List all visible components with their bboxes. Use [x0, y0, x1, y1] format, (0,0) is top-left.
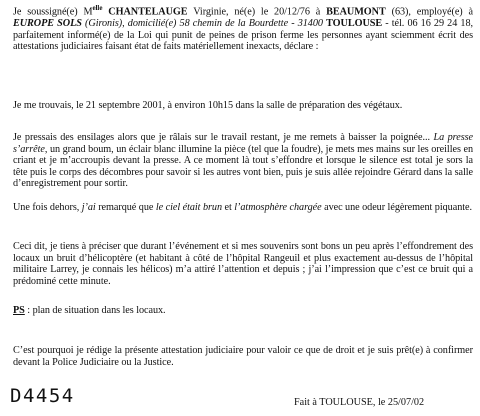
intro-text-2: Virginie, né(e) le 20/12/76 à	[187, 6, 327, 18]
outside-text-4: avec une odeur légèrement piquante.	[321, 202, 472, 213]
event-italic: La presse s’arrête	[13, 132, 473, 155]
event-text-1: Je pressais des ensilages alors que je râlais sur le travail restant, je me remets à baisser la poignée...	[13, 132, 434, 143]
title-superscript: elle	[92, 4, 103, 12]
footer-city: TOULOUSE	[319, 397, 373, 408]
footer-date: , le 25/07/02	[372, 397, 425, 408]
declarant-identity-paragraph	[13, 3, 473, 53]
ps-text: : plan de situation dans les locaux.	[24, 305, 166, 316]
ps-line	[13, 305, 473, 317]
outside-italic-2: le ciel était brun	[155, 202, 222, 213]
outside-paragraph	[13, 202, 473, 214]
intro-text-3: (63), employé(e) à	[385, 6, 474, 18]
event-text-2: , un grand boum, un éclair blanc illumine la pièce (tel que la foudre), je mets mes mains sur les oreilles en criant et je m’accroupis devant la presse. A ce moment là tout s’effondre et lorsque le silence est total je sors la tête puis le corps des décombres pour savoir si les autres vont bien, puis je suis allée rejoindre Gérard dans la salle d’enregistrement pour sortir.	[13, 143, 473, 190]
event-paragraph	[13, 132, 473, 190]
residence-city: TOULOUSE	[326, 17, 383, 29]
helicopter-paragraph: Ceci dit, je tiens à préciser que durant l’événement et si mes souvenirs sont bons un peu après l’effondrement des locaux un bruit d’hélicoptère (et habitant à côté de l’hôpital Rangeuil et plus exactement au-dessus de l’hôpital militaire Larrey, je connais les hélicos) m’a attiré l’attention et depuis ; j’ai l’impression que c’est ce bruit qui a prédominé cette minute.	[13, 241, 473, 287]
footer-prefix: Fait à	[294, 397, 320, 408]
intro-text-5: - tél. 06 16 29 24 18, parfaitement informé(e) de la Loi qui punit de peines de prison ferme les personnes ayant sciemment écrit des attestations judiciaires faisant état de faits matériellement inexacts, déclare :	[13, 17, 473, 53]
intro-text-4: (Gironis), domicilié(e) 58 chemin de la Bourdette - 31400	[81, 17, 327, 29]
closing-paragraph: C’est pourquoi je rédige la présente attestation judiciaire pour valoir ce que de droit et je suis prêt(e) à confirmer devant la Police Judiciaire ou la Justice.	[13, 345, 473, 368]
outside-text-2: remarqué que	[95, 202, 156, 213]
outside-text-3: et	[222, 202, 235, 213]
document-number: D4454	[10, 385, 75, 407]
outside-italic-1: j’ai	[81, 202, 96, 213]
birthplace: BEAUMONT	[326, 6, 386, 18]
signature-place-date	[294, 397, 424, 408]
declarant-surname: CHANTELAUGE	[108, 6, 188, 18]
ps-label: PS	[13, 305, 25, 316]
outside-italic-3: l’atmosphère chargée	[234, 202, 322, 213]
employer-name: EUROPE SOLS	[13, 17, 82, 29]
intro-text-1: Je soussigné(e) M	[13, 6, 93, 18]
location-paragraph: Je me trouvais, le 21 septembre 2001, à environ 10h15 dans la salle de préparation des végétaux.	[13, 100, 403, 111]
outside-text-1: Une fois dehors,	[13, 202, 82, 213]
